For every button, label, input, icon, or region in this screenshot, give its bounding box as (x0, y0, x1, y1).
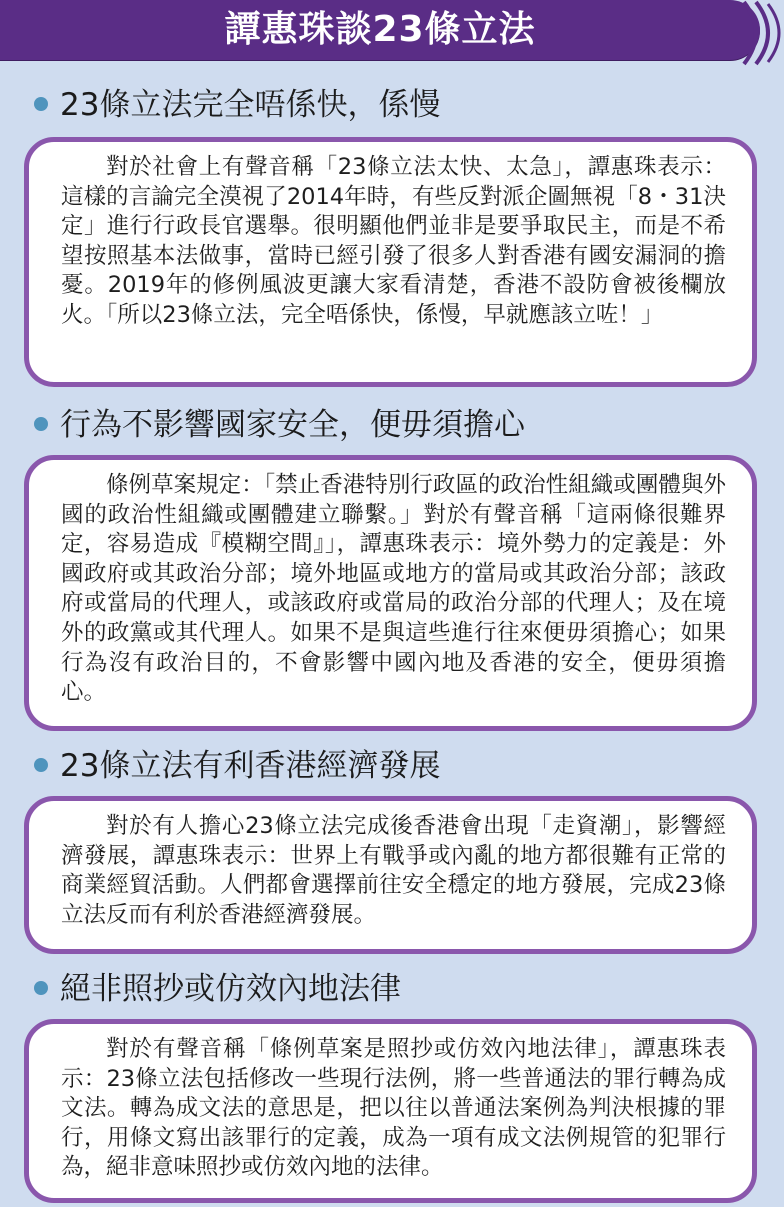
section-heading-text: 23條立法完全唔係快，係慢 (60, 87, 441, 123)
section-card (24, 455, 757, 731)
bullet-icon (34, 97, 48, 111)
section-card (24, 1019, 757, 1203)
section-heading (34, 967, 401, 1011)
section-heading-text: 行為不影響國家安全，便毋須擔心 (60, 407, 525, 443)
section-card (24, 796, 757, 954)
bullet-icon (34, 417, 48, 431)
section-heading-text: 23條立法有利香港經濟發展 (60, 748, 441, 784)
section-heading (34, 403, 525, 447)
section-body: 對於有人擔心23條立法完成後香港會出現「走資潮」，影響經濟發展，譚惠珠表示：世界上有戰爭或內亂的地方都很難有正常的商業經貿活動。人們都會選擇前往安全穩定的地方發展，完成23條立法反而有利於香港經濟發展。 (61, 813, 726, 928)
section-heading (34, 83, 440, 127)
bullet-icon (34, 758, 48, 772)
page-title: 譚惠珠談23條立法 (224, 9, 536, 50)
section-heading-text: 絕非照抄或仿效內地法律 (60, 971, 401, 1007)
section-body: 對於有聲音稱「條例草案是照抄或仿效內地法律」，譚惠珠表示：23條立法包括修改一些現行法例，將一些普通法的罪行轉為成文法。轉為成文法的意思是，把以往以普通法案例為判決根據的罪行，用條文寫出該罪行的定義，成為一項有成文法例規管的犯罪行為，絕非意味照抄或仿效內地的法律。 (61, 1036, 726, 1181)
section-card (24, 137, 757, 387)
section-body: 條例草案規定：「禁止香港特別行政區的政治性組織或團體與外國的政治性組織或團體建立聯繫。」對於有聲音稱「這兩條很難界定，容易造成『模糊空間』」，譚惠珠表示：境外勢力的定義是：外國政府或其政治分部；境外地區或地方的當局或其政治分部；該政府或當局的代理人，或該政府或當局的政治分部的代理人；及在境外的政黨或其代理人。如果不是與這些進行往來便毋須擔心；如果行為沒有政治目的，不會影響中國內地及香港的安全，便毋須擔心。 (61, 472, 726, 706)
section-heading (34, 744, 440, 788)
section-body: 對於社會上有聲音稱「23條立法太快、太急」，譚惠珠表示：這樣的言論完全漠視了2014年時，有些反對派企圖無視「8・31決定」進行行政長官選舉。很明顯他們並非是要爭取民主，而是不希望按照基本法做事，當時已經引發了很多人對香港有國安漏洞的擔憂。2019年的修例風波更讓大家看清楚，香港不設防會被後欄放火。「所以23條立法，完全唔係快，係慢，早就應該立咗！」 (61, 154, 726, 328)
bullet-icon (34, 981, 48, 995)
